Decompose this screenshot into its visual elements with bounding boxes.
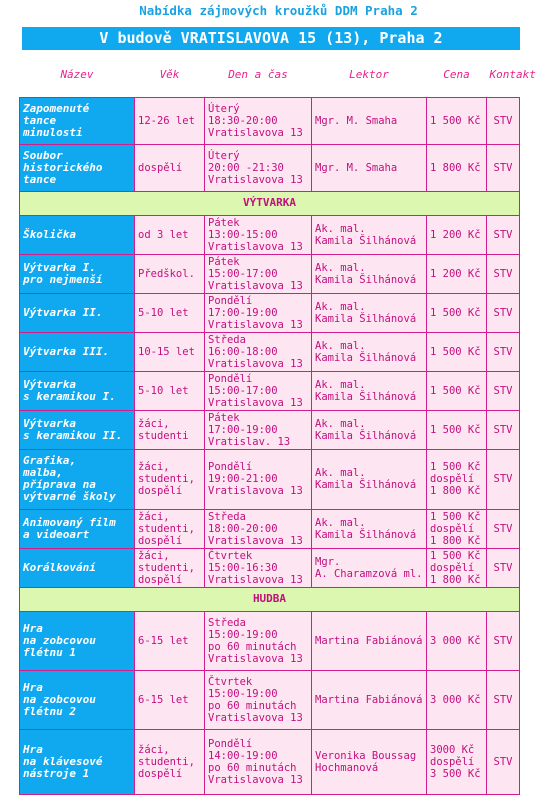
- course-name-line: historického: [23, 160, 103, 174]
- section-hudba: [20, 587, 520, 611]
- course-lektor: [312, 548, 427, 587]
- course-time: [205, 611, 312, 670]
- course-row: [20, 670, 520, 729]
- course-lektor: [312, 97, 427, 144]
- course-row: [20, 410, 520, 449]
- course-age-line: 6-15 let: [138, 693, 189, 706]
- col-header-age: Věk: [159, 68, 180, 81]
- course-name-line: Animovaný film: [23, 515, 116, 529]
- course-time-line: Středa: [208, 616, 246, 629]
- course-name: [20, 144, 135, 191]
- course-price: [427, 332, 487, 371]
- course-row: [20, 729, 520, 794]
- course-price-line: 3 000 Kč: [430, 634, 481, 647]
- course-lektor-line: Kamila Šilhánová: [315, 312, 417, 325]
- course-name: [20, 332, 135, 371]
- course-lektor: [312, 144, 427, 191]
- course-row: [20, 332, 520, 371]
- course-lektor-line: Hochmanová: [315, 761, 379, 774]
- course-age: [135, 410, 205, 449]
- course-time-line: 15:00-16:30: [208, 561, 278, 574]
- course-price: [427, 729, 487, 794]
- course-name-line: Hra: [23, 742, 43, 756]
- course-lektor-line: Mgr. M. Smaha: [315, 161, 398, 174]
- course-contact: STV: [487, 293, 520, 332]
- course-age-line: studenti,: [138, 755, 195, 768]
- course-contact: STV: [487, 548, 520, 587]
- course-age: [135, 548, 205, 587]
- course-time: [205, 548, 312, 587]
- course-name-line: Hra: [23, 621, 43, 635]
- course-contact: STV: [487, 410, 520, 449]
- course-price-line: 1 200 Kč: [430, 267, 481, 280]
- course-name-line: flétnu 2: [23, 704, 76, 718]
- course-name-line: Hra: [23, 680, 43, 694]
- course-name-line: Výtvarka I.: [23, 260, 96, 274]
- course-time: [205, 410, 312, 449]
- course-name: [20, 548, 135, 587]
- course-time-line: Úterý: [208, 102, 240, 115]
- course-time-line: 15:00-19:00: [208, 628, 278, 641]
- course-age-line: 12-26 let: [138, 114, 195, 127]
- course-name-line: příprava na: [23, 478, 96, 491]
- course-name-line: nástroje 1: [23, 766, 90, 780]
- course-price-line: dospělí: [430, 561, 475, 574]
- course-price-line: 1 500 Kč: [430, 510, 481, 523]
- course-name: [20, 670, 135, 729]
- course-lektor-line: Ak. mal.: [315, 300, 366, 313]
- course-lektor: [312, 670, 427, 729]
- course-row: [20, 548, 520, 587]
- course-contact: STV: [487, 509, 520, 548]
- course-price: [427, 293, 487, 332]
- course-name-line: malba,: [23, 466, 63, 479]
- course-name: [20, 371, 135, 410]
- course-price-line: 3 500 Kč: [430, 767, 481, 780]
- course-age-line: studenti,: [138, 473, 195, 485]
- course-time: [205, 729, 312, 794]
- header-row: [20, 60, 520, 90]
- course-age: [135, 254, 205, 293]
- course-name-line: na klávesové: [23, 754, 103, 768]
- course-price: [427, 97, 487, 144]
- course-name-line: Výtvarka: [23, 377, 76, 391]
- section-vytvarka-label: VÝTVARKA: [20, 191, 520, 215]
- course-row: [20, 215, 520, 254]
- course-price-line: 3 000 Kč: [430, 693, 481, 706]
- course-lektor-line: Kamila Šilhánová: [315, 528, 417, 541]
- course-name-line: Korálkování: [23, 560, 96, 574]
- spacer-cell: [20, 90, 520, 97]
- course-row: [20, 97, 520, 144]
- course-lektor: [312, 449, 427, 509]
- course-age-line: Předškol.: [138, 267, 195, 280]
- course-time: [205, 371, 312, 410]
- course-time-line: Vratislavova 13: [208, 279, 303, 292]
- course-time-line: 13:00-15:00: [208, 228, 278, 241]
- course-row: [20, 509, 520, 548]
- course-price: [427, 670, 487, 729]
- course-name-line: Školička: [23, 227, 76, 241]
- course-age: [135, 670, 205, 729]
- course-name-line: tance: [23, 113, 57, 127]
- course-price-line: 1 800 Kč: [430, 573, 481, 586]
- course-age: [135, 293, 205, 332]
- course-age-line: studenti,: [138, 522, 195, 535]
- course-lektor: [312, 254, 427, 293]
- course-time: [205, 97, 312, 144]
- course-time-line: Čtvrtek: [208, 675, 253, 688]
- course-name-line: flétnu 1: [23, 645, 76, 659]
- course-time-line: po 60 minutách: [208, 640, 297, 653]
- course-time-line: Vratislavova 13: [208, 126, 303, 139]
- course-lektor-line: Martina Fabiánová: [315, 693, 423, 706]
- course-age-line: dospělí: [138, 767, 183, 780]
- course-age-line: 5-10 let: [138, 306, 189, 319]
- course-name-line: Grafika,: [23, 454, 76, 467]
- course-price-line: 1 500 Kč: [430, 384, 481, 397]
- course-age-line: studenti: [138, 429, 189, 442]
- courses-table: [19, 60, 536, 795]
- course-lektor-line: Kamila Šilhánová: [315, 351, 417, 364]
- course-contact: STV: [487, 449, 520, 509]
- course-row: [20, 449, 520, 509]
- course-time-line: Vratislavova 13: [208, 652, 303, 665]
- course-time-line: Pondělí: [208, 737, 253, 750]
- page-title: Nabídka zájmových kroužků DDM Praha 2: [139, 3, 418, 18]
- course-time: [205, 670, 312, 729]
- course-lektor: [312, 611, 427, 670]
- course-time-line: Pondělí: [208, 461, 253, 473]
- course-name-line: tance: [23, 172, 57, 186]
- course-time-line: Středa: [208, 333, 246, 346]
- course-name: [20, 97, 135, 144]
- course-price-line: 1 500 Kč: [430, 423, 481, 436]
- course-name: [20, 449, 135, 509]
- course-time-line: Pátek: [208, 216, 240, 229]
- course-contact: STV: [487, 215, 520, 254]
- section-hudba-label: HUDBA: [20, 587, 520, 611]
- course-age: [135, 509, 205, 548]
- course-time-line: 19:00-21:00: [208, 473, 278, 485]
- course-name-line: s keramikou II.: [23, 428, 123, 442]
- course-time-line: Vratislavova 13: [208, 773, 303, 786]
- course-age: [135, 144, 205, 191]
- course-time-line: Vratislav. 13: [208, 435, 291, 448]
- course-name-line: Výtvarka III.: [23, 344, 110, 358]
- course-price-line: 1 800 Kč: [430, 485, 481, 497]
- course-name: [20, 254, 135, 293]
- course-age-line: 5-10 let: [138, 384, 189, 397]
- course-name: [20, 215, 135, 254]
- course-age-line: žáci,: [138, 461, 170, 473]
- course-age-line: od 3 let: [138, 228, 189, 241]
- course-time: [205, 509, 312, 548]
- course-name: [20, 293, 135, 332]
- course-lektor-line: Ak. mal.: [315, 467, 366, 479]
- course-time-line: Vratislavova 13: [208, 396, 303, 409]
- course-age: [135, 611, 205, 670]
- course-lektor-line: Kamila Šilhánová: [315, 390, 417, 403]
- course-time-line: 18:30-20:00: [208, 114, 278, 127]
- course-price-line: dospělí: [430, 755, 475, 768]
- course-lektor: [312, 332, 427, 371]
- course-time-line: 20:00 -21:30: [208, 161, 284, 174]
- course-contact: STV: [487, 611, 520, 670]
- course-lektor-line: Martina Fabiánová: [315, 634, 423, 647]
- course-price-line: 1 200 Kč: [430, 228, 481, 241]
- course-time-line: Vratislavova 13: [208, 485, 303, 497]
- course-price: [427, 254, 487, 293]
- course-lektor-line: Ak. mal.: [315, 378, 366, 391]
- course-age: [135, 449, 205, 509]
- course-age-line: 10-15 let: [138, 345, 195, 358]
- course-time-line: Vratislavova 13: [208, 173, 303, 186]
- section-vytvarka: [20, 191, 520, 215]
- course-time: [205, 215, 312, 254]
- course-age-line: dospělí: [138, 161, 183, 174]
- course-name: [20, 611, 135, 670]
- course-time-line: Čtvrtek: [208, 549, 253, 562]
- course-lektor: [312, 509, 427, 548]
- col-header-time: Den a čas: [228, 68, 288, 81]
- course-age-line: 6-15 let: [138, 634, 189, 647]
- course-age: [135, 97, 205, 144]
- course-row: [20, 144, 520, 191]
- course-age: [135, 215, 205, 254]
- course-age-line: žáci,: [138, 417, 170, 430]
- col-header-name: Název: [60, 68, 94, 81]
- course-lektor-line: Mgr.: [315, 555, 341, 568]
- course-lektor: [312, 371, 427, 410]
- course-price: [427, 548, 487, 587]
- course-contact: STV: [487, 254, 520, 293]
- course-name-line: a videoart: [23, 527, 90, 541]
- course-lektor-line: Veronika Boussag: [315, 749, 417, 762]
- course-lektor-line: Ak. mal.: [315, 222, 366, 235]
- course-time-line: 14:00-19:00: [208, 749, 278, 762]
- course-lektor-line: Kamila Šilhánová: [315, 429, 417, 442]
- course-lektor-line: Kamila Šilhánová: [315, 273, 417, 286]
- course-time-line: Úterý: [208, 149, 240, 162]
- course-contact: STV: [487, 144, 520, 191]
- course-time-line: Pondělí: [208, 294, 253, 307]
- course-time-line: po 60 minutách: [208, 761, 297, 774]
- course-price: [427, 449, 487, 509]
- course-name-line: Zapomenuté: [23, 101, 90, 115]
- course-time: [205, 449, 312, 509]
- course-age-line: žáci,: [138, 510, 170, 523]
- course-name-line: minulosti: [23, 125, 83, 139]
- course-name: [20, 410, 135, 449]
- course-price-line: 1 500 Kč: [430, 306, 481, 319]
- course-age: [135, 729, 205, 794]
- course-lektor-line: Ak. mal.: [315, 417, 366, 430]
- course-name-line: Výtvarka: [23, 416, 76, 430]
- col-header-price: Cena: [443, 68, 470, 81]
- course-lektor: [312, 410, 427, 449]
- course-time: [205, 144, 312, 191]
- course-row: [20, 611, 520, 670]
- course-price-line: 1 500 Kč: [430, 461, 481, 473]
- course-name-line: na zobcovou: [23, 692, 96, 706]
- course-lektor-line: Mgr. M. Smaha: [315, 114, 398, 127]
- col-header-lektor: Lektor: [349, 68, 389, 81]
- course-name: [20, 509, 135, 548]
- course-row: [20, 371, 520, 410]
- course-lektor-line: Ak. mal.: [315, 339, 366, 352]
- course-age-line: dospělí: [138, 485, 183, 497]
- course-price: [427, 509, 487, 548]
- course-time-line: Pátek: [208, 255, 240, 268]
- course-time-line: 15:00-19:00: [208, 687, 278, 700]
- spacer-row: [20, 90, 520, 97]
- course-price: [427, 215, 487, 254]
- course-time-line: Vratislavova 13: [208, 573, 303, 586]
- course-lektor-line: Ak. mal.: [315, 516, 366, 529]
- course-price: [427, 611, 487, 670]
- course-time-line: Vratislavova 13: [208, 240, 303, 253]
- course-age: [135, 371, 205, 410]
- course-age-line: dospělí: [138, 534, 183, 547]
- course-age-line: žáci,: [138, 549, 170, 562]
- course-lektor-line: Kamila Šilhánová: [315, 234, 417, 247]
- course-name-line: s keramikou I.: [23, 389, 116, 403]
- course-time-line: 17:00-19:00: [208, 306, 278, 319]
- course-name-line: výtvarné školy: [23, 490, 116, 503]
- course-price: [427, 410, 487, 449]
- course-time-line: Středa: [208, 510, 246, 523]
- course-contact: STV: [487, 371, 520, 410]
- course-price-line: 1 500 Kč: [430, 345, 481, 358]
- course-name-line: Výtvarka II.: [23, 305, 103, 319]
- course-time-line: Vratislavova 13: [208, 534, 303, 547]
- course-time-line: 17:00-19:00: [208, 423, 278, 436]
- course-price-line: 1 800 Kč: [430, 534, 481, 547]
- course-time: [205, 293, 312, 332]
- course-name-line: na zobcovou: [23, 633, 96, 647]
- building-banner: V budově VRATISLAVOVA 15 (13), Praha 2: [22, 27, 520, 50]
- course-time-line: 15:00-17:00: [208, 267, 278, 280]
- course-contact: STV: [487, 670, 520, 729]
- course-contact: STV: [487, 97, 520, 144]
- course-lektor-line: Kamila Šilhánová: [315, 479, 417, 491]
- course-time-line: Pátek: [208, 411, 240, 424]
- course-time-line: Vratislavova 13: [208, 357, 303, 370]
- course-lektor: [312, 215, 427, 254]
- course-price-line: 1 500 Kč: [430, 114, 481, 127]
- course-age-line: studenti,: [138, 561, 195, 574]
- course-time-line: po 60 minutách: [208, 699, 297, 712]
- course-price-line: dospělí: [430, 473, 475, 485]
- course-age-line: žáci,: [138, 743, 170, 756]
- course-age: [135, 332, 205, 371]
- course-price-line: 1 800 Kč: [430, 161, 481, 174]
- course-time-line: Pondělí: [208, 372, 253, 385]
- course-name-line: pro nejmenší: [23, 272, 103, 286]
- course-row: [20, 293, 520, 332]
- course-time-line: 15:00-17:00: [208, 384, 278, 397]
- col-header-contact: Kontakt: [489, 68, 536, 81]
- course-price: [427, 144, 487, 191]
- course-row: [20, 254, 520, 293]
- course-time-line: Vratislavova 13: [208, 318, 303, 331]
- course-time-line: 18:00-20:00: [208, 522, 278, 535]
- course-lektor-line: A. Charamzová ml.: [315, 567, 423, 580]
- course-lektor-line: Ak. mal.: [315, 261, 366, 274]
- course-lektor: [312, 293, 427, 332]
- course-price-line: dospělí: [430, 522, 475, 535]
- course-time: [205, 332, 312, 371]
- course-price: [427, 371, 487, 410]
- course-contact: STV: [487, 729, 520, 794]
- course-age-line: dospělí: [138, 573, 183, 586]
- course-lektor: [312, 729, 427, 794]
- course-time-line: 16:00-18:00: [208, 345, 278, 358]
- course-name-line: Soubor: [23, 148, 63, 162]
- course-name: [20, 729, 135, 794]
- course-time: [205, 254, 312, 293]
- course-contact: STV: [487, 332, 520, 371]
- course-time-line: Vratislavova 13: [208, 711, 303, 724]
- course-price-line: 3000 Kč: [430, 743, 475, 756]
- course-price-line: 1 500 Kč: [430, 549, 481, 562]
